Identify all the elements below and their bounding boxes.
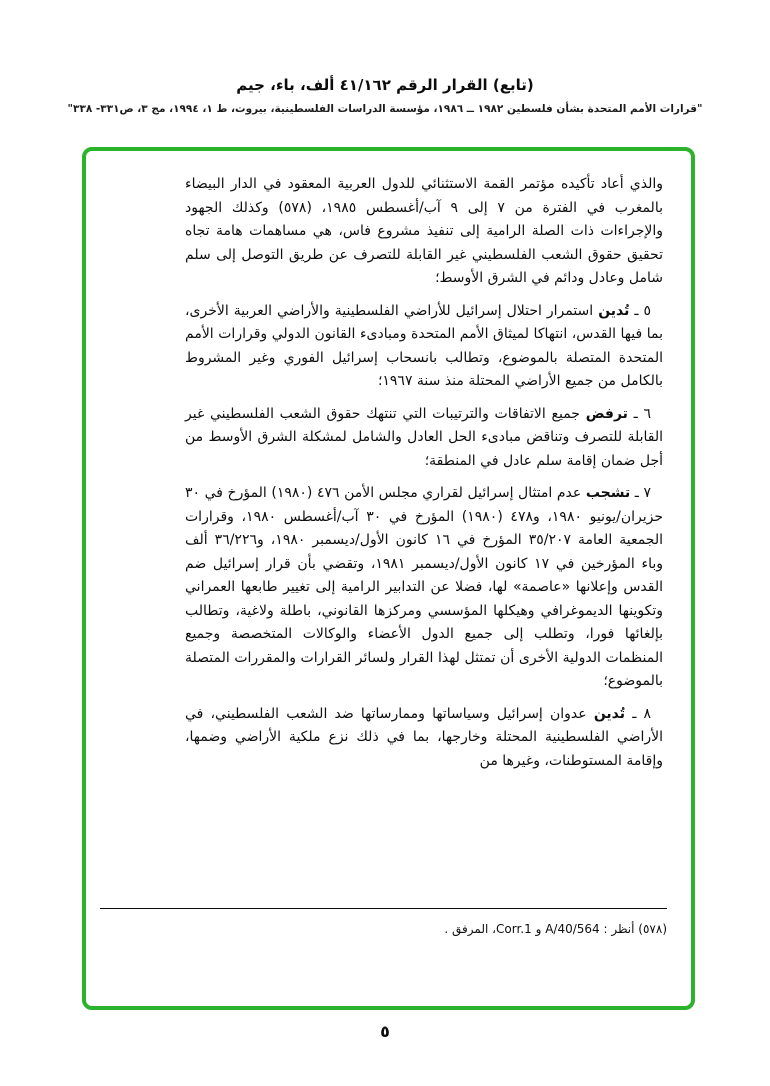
paragraph: ٧ ـ تشجب عدم امتثال إسرائيل لقراري مجلس الأمن ٤٧٦ (١٩٨٠) المؤرخ في ٣٠ حزيران/يونيو ١٩٨٠، و٤٧٨ (١٩٨٠) المؤرخ في ٣٠ آب/أغسطس ١٩٨٠، وقرارات الجمعية العامة ٣٥/٢٠٧ المؤرخ في ١٦ كانون الأول/ديسمبر ١٩٨٠، و٣٦/٢٢٦ ألف وباء المؤرخين في ١٧ كانون الأول/ديسمبر ١٩٨١، وتقضي بأن قرار إسرائيل ضم القدس وإعلانها «عاصمة» لها، فضلا عن التدابير الرامية إلى تغيير طابعها العمراني وتكوينها الديموغرافي وهيكلها المؤسسي ومركزها القانوني، باطلة ولاغية، وتطالب بإلغائها فورا، وتطلب إلى جميع الدول الأعضاء والوكالات المتخصصة وجميع المنظمات الدولية الأخرى أن تمتثل لهذا القرار ولسائر القرارات والمقررات المتصلة بالموضوع؛ <box>185 485 663 689</box>
paragraph: والذي أعاد تأكيده مؤتمر القمة الاستثنائي للدول العربية المعقود في الدار البيضاء بالمغرب في الفترة من ٧ إلى ٩ آب/أغسطس ١٩٨٥، (٥٧٨) وكذلك الجهود والإجراءات ذات الصلة الرامية إلى تنفيذ مشروع فاس، هي مساهمات هامة تجاه تحقيق حقوق الشعب الفلسطيني غير القابلة للتصرف عن طريق التوصل إلى سلم شامل وعادل ودائم في الشرق الأوسط؛ <box>185 176 663 286</box>
paragraph-number: ٥ ـ <box>629 302 652 319</box>
paragraph: ٦ ـ ترفض جميع الاتفاقات والترتيبات التي تنتهك حقوق الشعب الفلسطيني غير القابلة للتصرف وتناقض مبادىء الحل العادل والشامل لمشكلة الشرق الأوسط من أجل ضمان إقامة سلم عادل في المنطقة؛ <box>185 405 663 469</box>
paragraph: ٥ ـ تُدين استمرار احتلال إسرائيل للأراضي الفلسطينية والأراضي العربية الأخرى، بما فيها القدس، انتهاكا لميثاق الأمم المتحدة ومبادىء القانون الدولي وقرارات الأمم المتحدة المتصلة بالموضوع، وتطالب بانسحاب إسرائيل الفوري وغير المشروط بالكامل من جميع الأراضي المحتلة منذ سنة ١٩٦٧؛ <box>185 302 663 389</box>
page-header <box>0 76 770 115</box>
content-frame <box>82 147 695 1010</box>
paragraph-lead: ترفض <box>585 405 628 422</box>
paragraph-number: ٨ ـ <box>625 705 651 722</box>
paragraph-number: ٧ ـ <box>630 485 651 501</box>
footnote: (٥٧٨) أنظر : A/40/564 و Corr.1، المرفق . <box>444 922 667 936</box>
footnote-divider <box>100 908 667 909</box>
paragraph-container <box>185 173 663 773</box>
paragraph-number: ٦ ـ <box>627 405 652 422</box>
resolution-title: (تابع) القرار الرقم ٤١/١٦٢ ألف، باء، جيم <box>236 76 534 94</box>
paragraph: ٨ ـ تُدين عدوان إسرائيل وسياساتها وممارساتها ضد الشعب الفلسطيني، في الأراضي الفلسطينية المحتلة وخارجها، بما في ذلك نزع ملكية الأراضي وضمها، وإقامة المستوطنات، وغيرها من <box>185 705 663 769</box>
paragraph-lead: تُدين <box>593 705 626 722</box>
paragraph-lead: تشجب <box>585 485 631 501</box>
source-citation: "قرارات الأمم المتحدة بشأن فلسطين ١٩٨٢ ــ ١٩٨٦، مؤسسة الدراسات الفلسطينية، بيروت، ط ١، ١٩٩٤، مج ٣، ص٣٣١- ٣٣٨" <box>67 103 703 115</box>
page-number: ٥ <box>380 1022 390 1041</box>
paragraph-lead: تُدين <box>598 302 630 319</box>
